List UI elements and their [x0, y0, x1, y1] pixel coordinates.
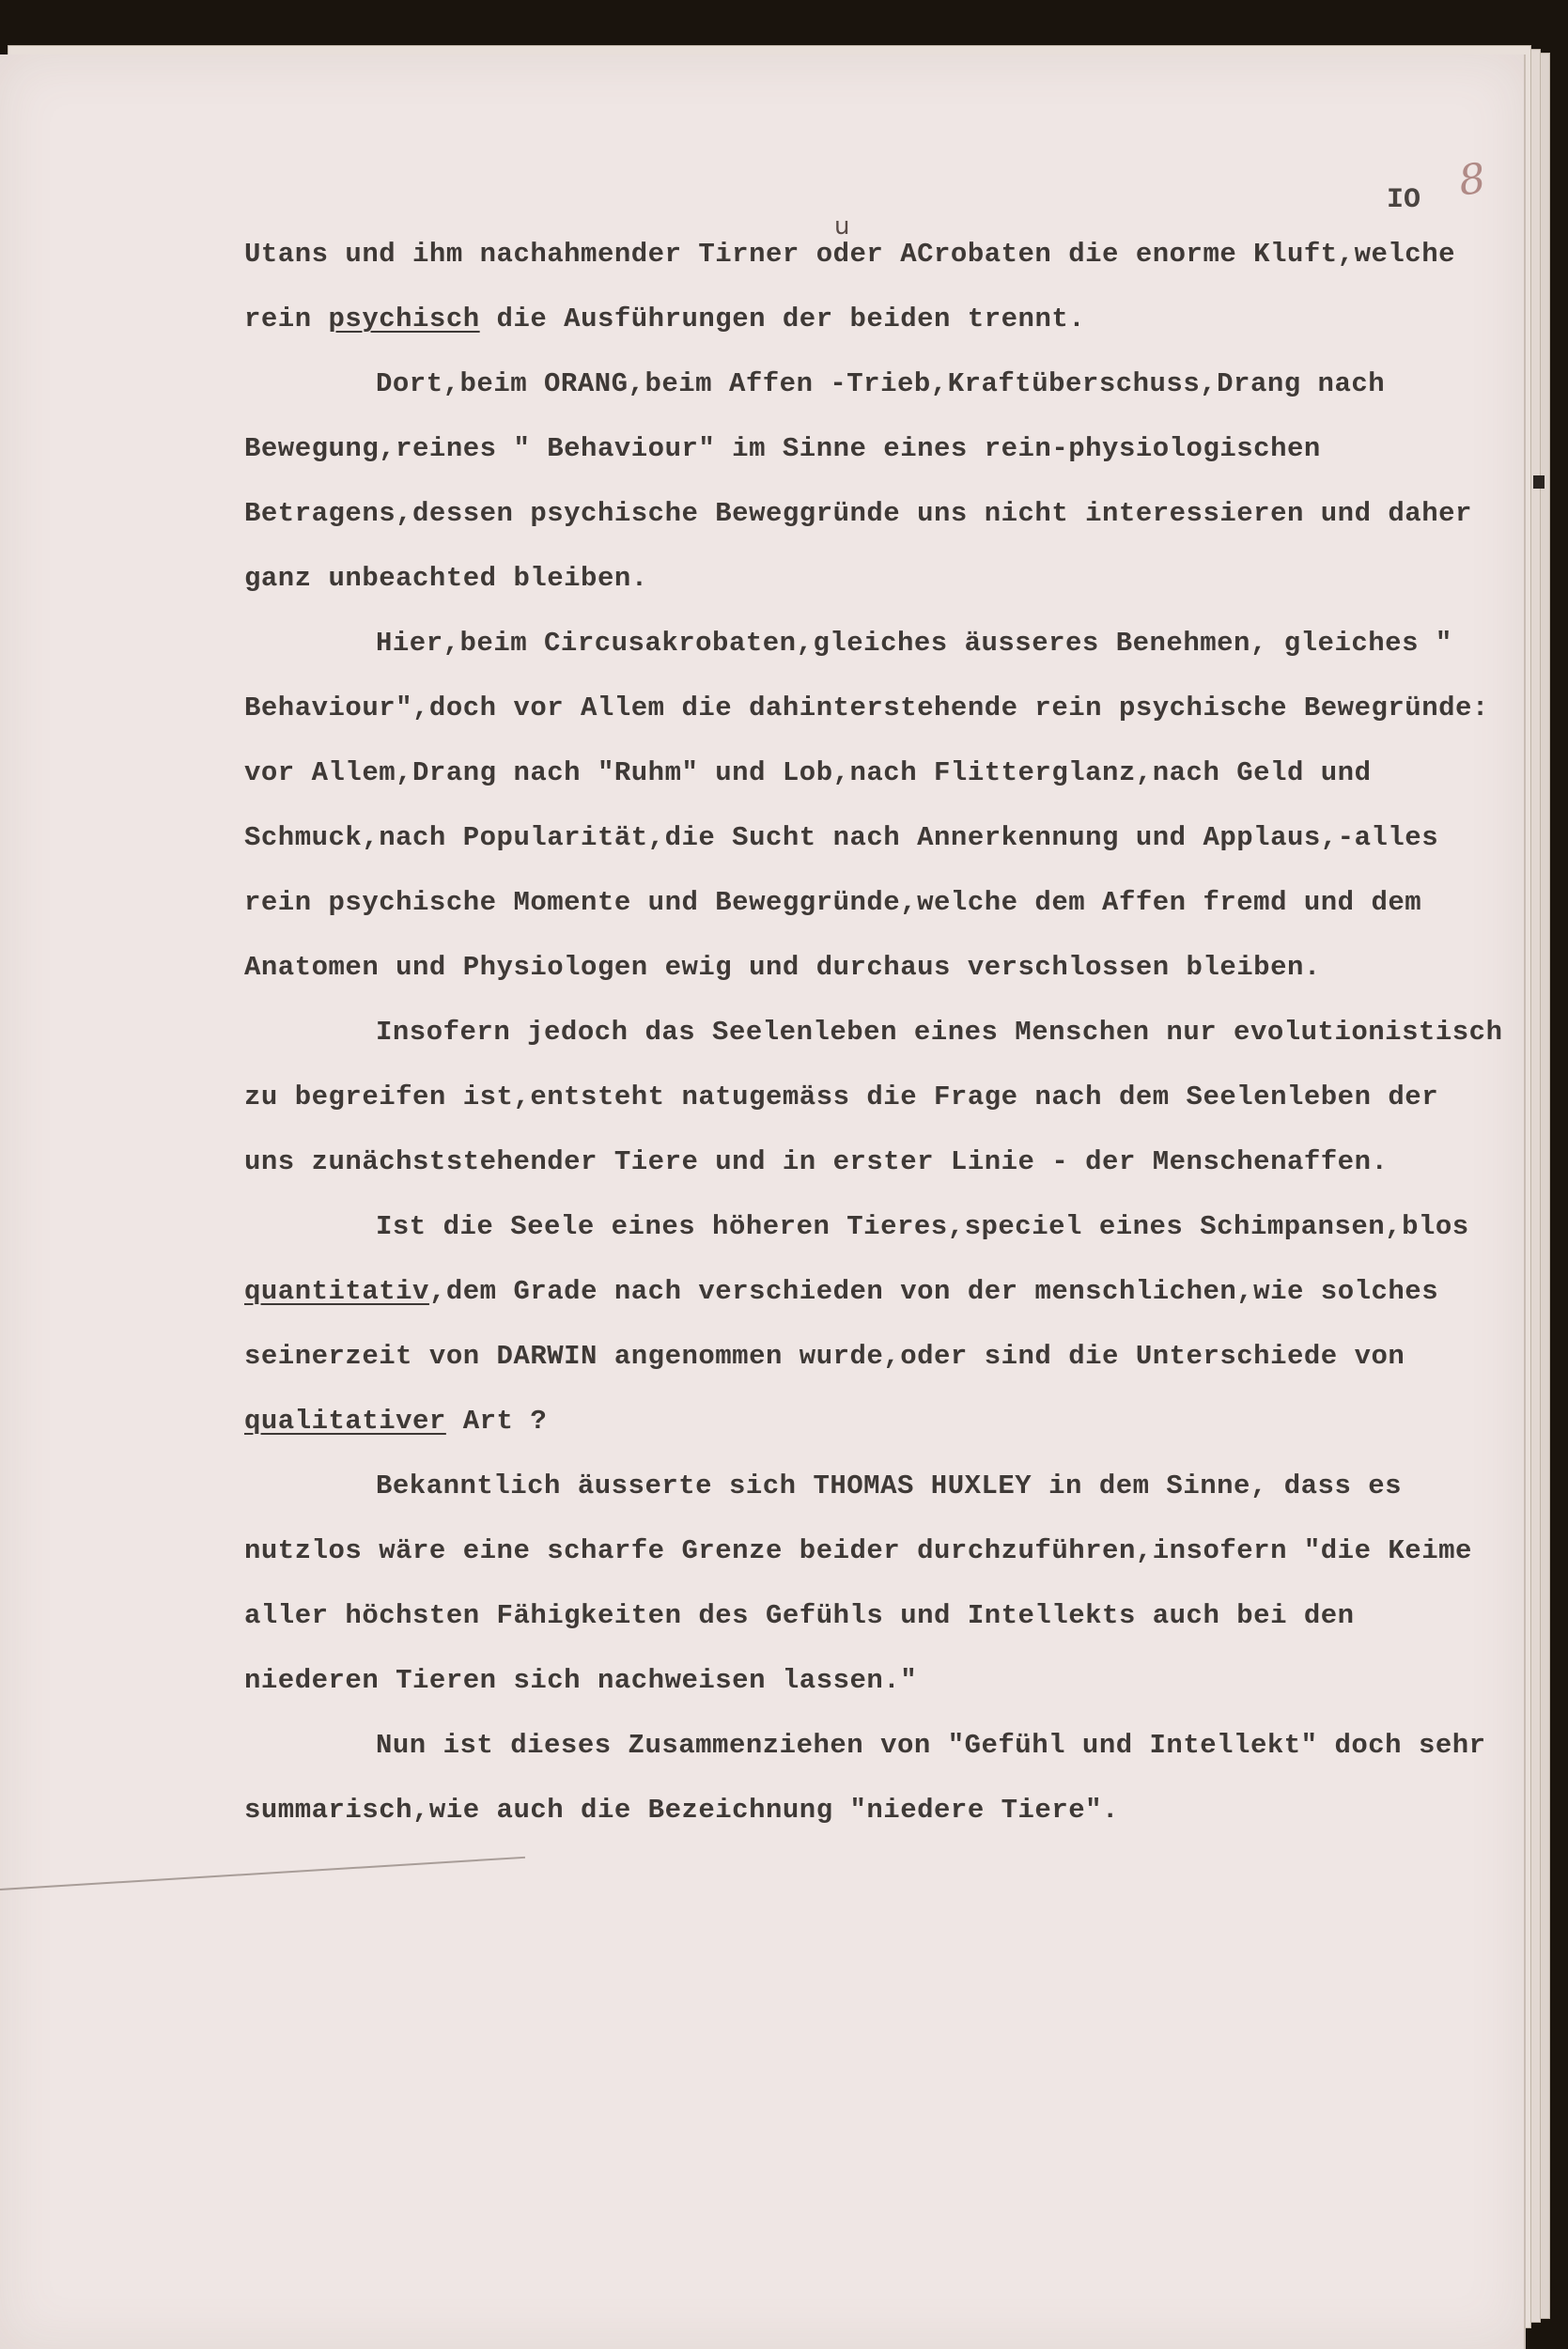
- body-text: [244, 222, 1503, 1843]
- paragraph: Hier,beim Circusakrobaten,gleiches äusseres Benehmen, gleiches " Behaviour",doch vor Allem die dahinterstehende rein psychische Bewegründe: vor Allem,Drang nach "Ruhm" und Lob,nach Flitterglanz,nach Geld und Schmuck,nach Popularität,die Sucht nach Annerkennung und Applaus,-alles rein psychische Momente und Beweggründe,welche dem Affen fremd und dem Anatomen und Physiologen ewig und durchaus verschlossen bleiben.: [244, 628, 1489, 983]
- margin-mark: [1533, 475, 1545, 489]
- handwritten-correction: u: [834, 212, 850, 241]
- paragraph: Bekanntlich äusserte sich THOMAS HUXLEY in dem Sinne, dass es nutzlos wäre eine scharfe Grenze beider durchzuführen,insofern "die Keime aller höchsten Fähigkeiten des Gefühls und Intellekts auch bei den niederen Tieren sich nachweisen lassen.": [244, 1470, 1472, 1696]
- paragraph: Dort,beim ORANG,beim Affen -Trieb,Kraftüberschuss,Drang nach Bewegung,reines " Behaviour" im Sinne eines rein-physiologischen Betragens,dessen psychische Beweggründe uns nicht interessieren und daher ganz unbeachted bleiben.: [244, 368, 1472, 594]
- paragraph: Nun ist dieses Zusammenziehen von "Gefühl und Intellekt" doch sehr summarisch,wie auch die Bezeichnung "niedere Tiere".: [244, 1730, 1486, 1826]
- page-number: IO: [1387, 184, 1421, 216]
- folio-number: 8: [1455, 154, 1489, 206]
- paragraph: Utans und ihm nachahmender Tirner oder ACrobaten die enorme Kluft,welche rein psychisch die Ausführungen der beiden trennt.: [244, 239, 1456, 334]
- paragraph: Ist die Seele eines höheren Tieres,speciel eines Schimpansen,blos quantitativ,dem Grade nach verschieden von der menschlichen,wie solches seinerzeit von DARWIN angenommen wurde,oder sind die Unterschiede von qualitativer Art ?: [244, 1211, 1469, 1437]
- pencil-stroke: [0, 1857, 525, 1890]
- typewritten-page: [0, 54, 1526, 2349]
- paragraph: Insofern jedoch das Seelenleben eines Menschen nur evolutionistisch zu begreifen ist,entsteht natugemäss die Frage nach dem Seelenleben der uns zunächststehender Tiere und in erster Linie - der Menschenaffen.: [244, 1017, 1503, 1177]
